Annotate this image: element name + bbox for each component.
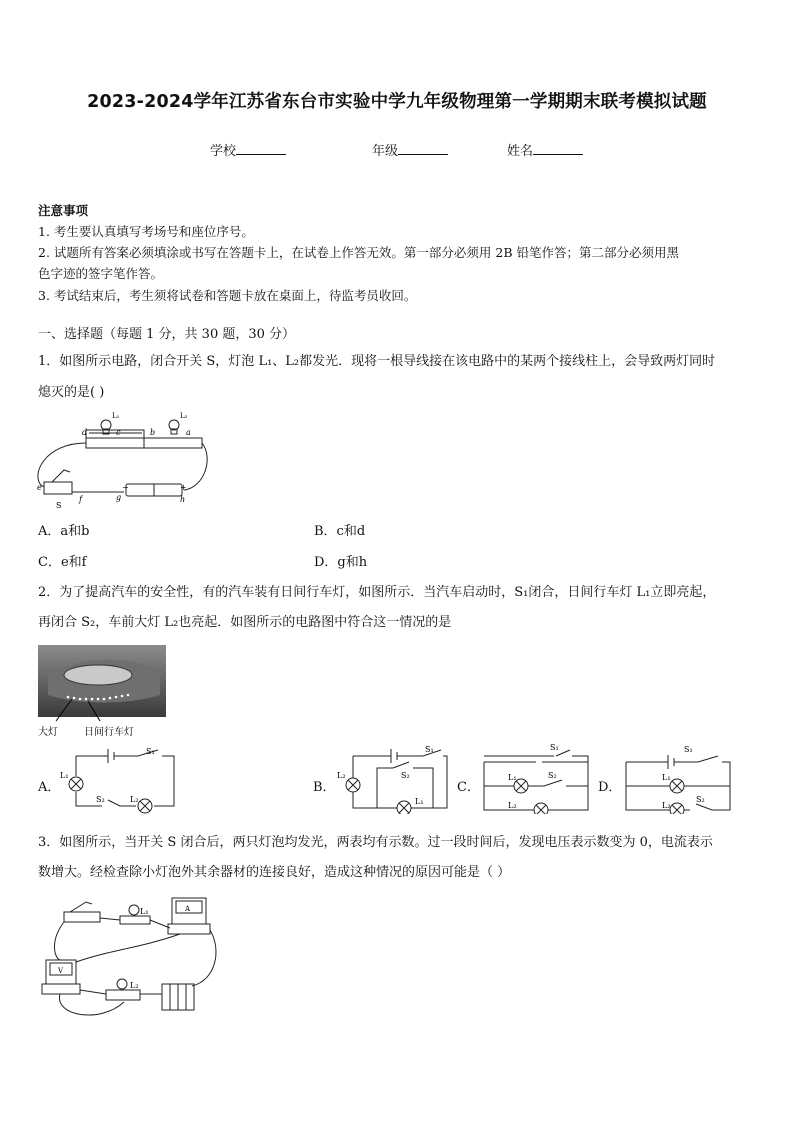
svg-text:S₁: S₁ xyxy=(146,747,155,756)
svg-text:S₁: S₁ xyxy=(550,743,559,752)
notice-item: 色字迹的签字笔作答。 xyxy=(38,266,164,281)
fig-label-g: g xyxy=(116,493,122,502)
q2-circuit-a xyxy=(58,744,178,814)
svg-text:L₁: L₁ xyxy=(508,773,517,782)
svg-text:L₁: L₁ xyxy=(662,773,671,782)
svg-text:L₁: L₁ xyxy=(60,771,69,780)
fig-label-L1: L₁ xyxy=(112,412,120,420)
q1-option-c[interactable]: C．e和f xyxy=(38,555,87,570)
q2-option-b[interactable]: B． xyxy=(313,780,336,795)
school-field: 学校 xyxy=(210,140,286,159)
question-1-text-cont: 熄灭的是( ) xyxy=(38,385,105,400)
svg-text:L₂: L₂ xyxy=(508,801,517,810)
label-headlight: 大灯 xyxy=(38,727,58,737)
question-3-text: 3．如图所示，当开关 S 闭合后，两只灯泡均发光，两表均有示数。过一段时间后，发现电压表示数变为 0，电流表示 xyxy=(38,835,713,850)
fig-label-L2: L₂ xyxy=(180,412,188,420)
svg-text:S₁: S₁ xyxy=(684,745,693,754)
q2-circuit-c xyxy=(476,740,596,814)
svg-text:S₂: S₂ xyxy=(548,771,557,780)
page-title: 2023-2024学年江苏省东台市实验中学九年级物理第一学期期末联考模拟试题 xyxy=(87,92,707,112)
fig-label-e: e xyxy=(37,483,42,492)
svg-text:S₂: S₂ xyxy=(96,795,105,804)
q3-circuit-figure xyxy=(40,890,220,1026)
grade-field: 年级 xyxy=(372,140,448,159)
svg-text:A: A xyxy=(185,905,191,913)
question-2-text: 2．为了提高汽车的安全性，有的汽车装有日间行车灯，如图所示．当汽车启动时，S₁闭合，日间行车灯 L₁立即亮起， xyxy=(38,585,716,600)
notice-item: 2. 试题所有答案必须填涂或书写在答题卡上，在试卷上作答无效。第一部分必须用 2B 铅笔作答；第二部分必须用黑 xyxy=(38,245,679,260)
fig-label-c: c xyxy=(116,428,121,437)
fig-label-b: b xyxy=(150,428,156,437)
svg-text:V: V xyxy=(58,967,64,975)
car-headlight-photo xyxy=(38,645,166,737)
q1-option-d[interactable]: D．g和h xyxy=(314,555,368,570)
question-2-text-cont: 再闭合 S₂，车前大灯 L₂也亮起．如图所示的电路图中符合这一情况的是 xyxy=(38,615,452,630)
fig-label-plus: + xyxy=(180,483,187,492)
q1-option-a[interactable]: A．a和b xyxy=(38,524,90,539)
question-3-text-cont: 数增大。经检查除小灯泡外其余器材的连接良好，造成这种情况的原因可能是（ ） xyxy=(38,865,511,880)
fig-label-f: f xyxy=(79,495,82,504)
svg-text:L₂: L₂ xyxy=(130,795,139,804)
svg-text:L₁: L₁ xyxy=(140,907,149,916)
q2-option-c[interactable]: C． xyxy=(457,780,480,795)
svg-text:L₁: L₁ xyxy=(415,797,424,806)
svg-text:L₂: L₂ xyxy=(130,981,139,990)
svg-text:S₁: S₁ xyxy=(425,745,434,754)
notice-item: 1. 考生要认真填写考场号和座位序号。 xyxy=(38,224,254,239)
svg-text:S₂: S₂ xyxy=(401,771,410,780)
q1-option-b[interactable]: B．c和d xyxy=(314,524,366,539)
q2-option-d[interactable]: D． xyxy=(598,780,622,795)
svg-text:L₂: L₂ xyxy=(662,801,671,810)
notice-heading: 注意事项 xyxy=(38,203,89,218)
svg-text:L₂: L₂ xyxy=(337,771,346,780)
q2-option-a[interactable]: A． xyxy=(38,780,61,795)
fig-label-S: S xyxy=(56,501,62,510)
label-daytime-light: 日间行车灯 xyxy=(84,727,134,737)
fig-label-a: a xyxy=(186,428,191,437)
fig-label-minus: − xyxy=(122,483,129,492)
fig-label-d: d xyxy=(82,428,88,437)
fig-label-h: h xyxy=(180,495,186,504)
q1-circuit-figure xyxy=(34,408,214,512)
section-heading: 一、选择题（每题 1 分，共 30 题，30 分） xyxy=(38,327,296,342)
q2-circuit-d xyxy=(618,740,738,814)
q2-circuit-b xyxy=(333,744,453,814)
notice-item: 3. 考试结束后，考生须将试卷和答题卡放在桌面上，待监考员收回。 xyxy=(38,288,417,303)
svg-text:S₂: S₂ xyxy=(696,795,705,804)
name-field: 姓名 xyxy=(507,140,583,159)
question-1-text: 1．如图所示电路，闭合开关 S，灯泡 L₁、L₂都发光．现将一根导线接在该电路中的某两个接线柱上，会导致两灯同时 xyxy=(38,354,716,369)
